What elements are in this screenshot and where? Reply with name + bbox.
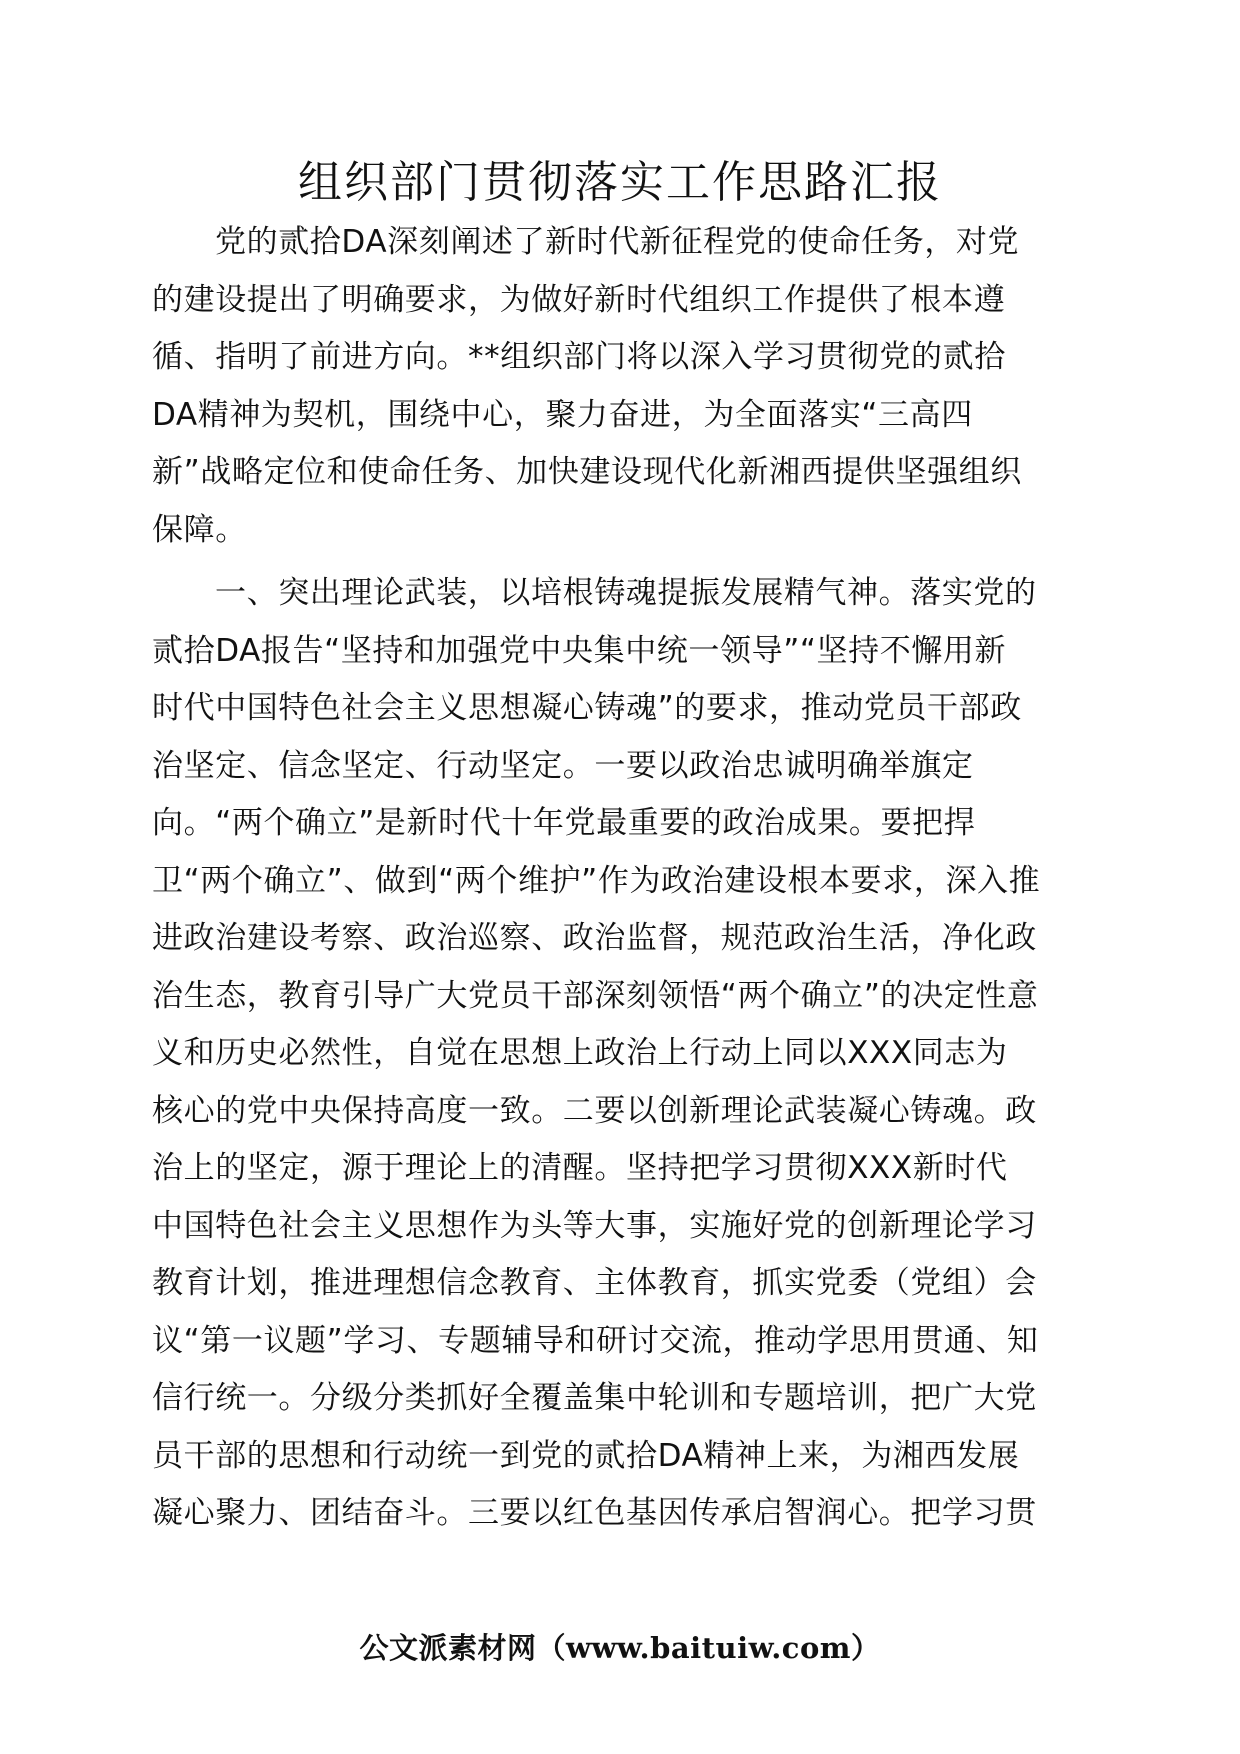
paragraph-2-line-3: 时代中国特色社会主义思想凝心铸魂”的要求，推动党员干部政	[152, 690, 1022, 726]
paragraph-2-line-6: 卫“两个确立”、做到“两个维护”作为政治建设根本要求，深入推	[152, 862, 1041, 899]
paragraph-1-line-5: 新”战略定位和使命任务、加快建设现代化新湘西提供坚强组织	[152, 454, 1022, 490]
paragraph-1-line-4: DA精神为契机，围绕中心，聚力奋进，为全面落实“三高四	[152, 396, 973, 433]
paragraph-2-line-12: 中国特色社会主义思想作为头等大事，实施好党的创新理论学习	[152, 1207, 1037, 1244]
paragraph-2-line-13: 教育计划，推进理想信念教育、主体教育，抓实党委（党组）会	[152, 1265, 1037, 1301]
paragraph-2-line-10: 核心的党中央保持高度一致。二要以创新理论武装凝心铸魂。政	[152, 1092, 1037, 1129]
paragraph-2-line-2: 贰拾DA报告“坚持和加强党中央集中统一领导”“坚持不懈用新	[152, 632, 1007, 669]
paragraph-1-line-3: 循、指明了前进方向。**组织部门将以深入学习贯彻党的贰拾	[152, 339, 1006, 375]
document-title: 组织部门贯彻落实工作思路汇报	[298, 157, 942, 208]
paragraph-2-line-5: 向。“两个确立”是新时代十年党最重要的政治成果。要把捍	[152, 805, 976, 841]
paragraph-2-line-17: 凝心聚力、团结奋斗。三要以红色基因传承启智润心。把学习贯	[152, 1495, 1037, 1531]
paragraph-1-line-1: 党的贰拾DA深刻阐述了新时代新征程党的使命任务，对党	[215, 224, 1020, 260]
paragraph-2-line-1: 一、突出理论武装，以培根铸魂提振发展精气神。落实党的	[215, 575, 1037, 611]
footer-watermark: 公文派素材网（www.baituiw.com）	[359, 1631, 881, 1665]
document-body	[152, 214, 1096, 1543]
paragraph-2-line-11: 治上的坚定，源于理论上的清醒。坚持把学习贯彻XXX新时代	[152, 1150, 1008, 1186]
paragraph-2-line-15: 信行统一。分级分类抓好全覆盖集中轮训和专题培训，把广大党	[152, 1380, 1037, 1416]
paragraph-1-line-6: 保障。	[152, 511, 247, 548]
paragraph-2-line-9: 义和历史必然性，自觉在思想上政治上行动上同以XXX同志为	[152, 1035, 1008, 1071]
paragraph-2-line-8: 治生态，教育引导广大党员干部深刻领悟“两个确立”的决定性意	[152, 977, 1039, 1014]
paragraph-2-line-4: 治坚定、信念坚定、行动坚定。一要以政治忠诚明确举旗定	[152, 747, 974, 784]
paragraph-1-line-2: 的建设提出了明确要求，为做好新时代组织工作提供了根本遵	[152, 281, 1006, 318]
paragraph-2-line-14: 议“第一议题”学习、专题辅导和研讨交流，推动学思用贯通、知	[152, 1322, 1039, 1359]
paragraph-2-line-16: 员干部的思想和行动统一到党的贰拾DA精神上来，为湘西发展	[152, 1437, 1020, 1474]
paragraph-2-line-7: 进政治建设考察、政治巡察、政治监督，规范政治生活，净化政	[152, 920, 1037, 956]
